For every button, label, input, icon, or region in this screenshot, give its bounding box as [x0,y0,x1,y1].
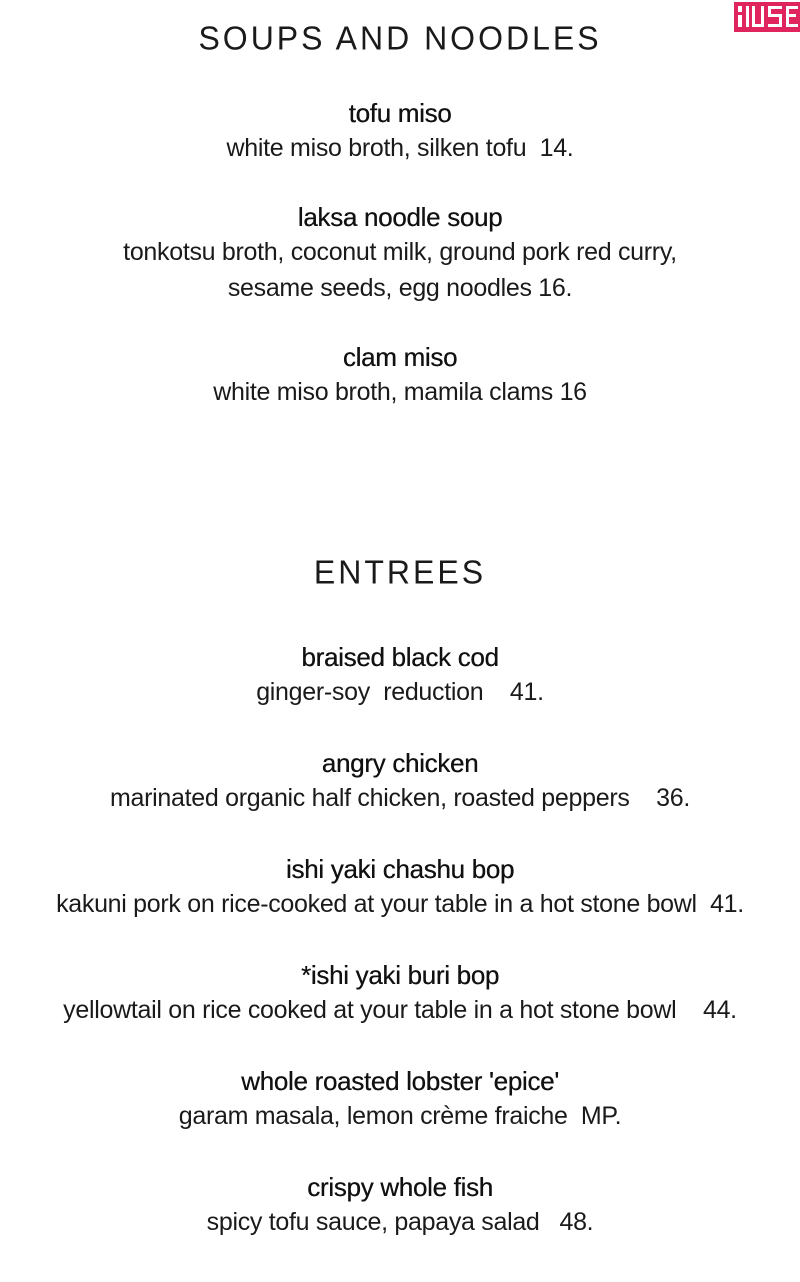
menu-item-clam-miso [0,340,800,410]
item-description: kakuni pork on rice-cooked at your table in a hot stone bowl 41. [56,890,744,918]
item-name: whole roasted lobster 'epice' [241,1066,559,1096]
item-description: tonkotsu broth, coconut milk, ground pork red curry, sesame seeds, egg noodles 16. [123,238,677,302]
menu-item-angry-chicken [0,746,800,816]
item-description: white miso broth, mamila clams 16 [213,378,587,406]
item-description: yellowtail on rice cooked at your table in a hot stone bowl 44. [63,996,737,1024]
entrees-section [0,552,800,1240]
item-description: ginger-soy reduction 41. [256,678,544,706]
menu-item-crispy-whole-fish [0,1170,800,1240]
item-name: ishi yaki chashu bop [285,854,515,884]
item-name: tofu miso [348,98,452,128]
menu-item-braised-black-cod [0,640,800,710]
soups-section [0,18,800,410]
item-description: white miso broth, silken tofu 14. [226,134,574,162]
item-name: crispy whole fish [307,1172,493,1202]
item-name: clam miso [342,342,458,372]
item-description: marinated organic half chicken, roasted peppers 36. [110,784,690,812]
menu-item-ishi-yaki-chashu-bop [0,852,800,922]
item-name: angry chicken [321,748,479,778]
item-name: *ishi yaki buri bop [300,960,500,990]
item-description: spicy tofu sauce, papaya salad 48. [206,1208,594,1236]
menu-item-ishi-yaki-buri-bop [0,958,800,1028]
menu-item-whole-roasted-lobster [0,1064,800,1134]
menu-item-laksa-noodle-soup [0,200,800,306]
item-name: laksa noodle soup [297,202,503,232]
section-title-soups: SOUPS AND NOODLES [198,19,602,57]
item-description: garam masala, lemon crème fraiche MP. [178,1102,622,1130]
section-title-entrees: ENTREES [313,553,487,591]
item-name: braised black cod [301,642,499,672]
menu-item-tofu-miso [0,96,800,166]
